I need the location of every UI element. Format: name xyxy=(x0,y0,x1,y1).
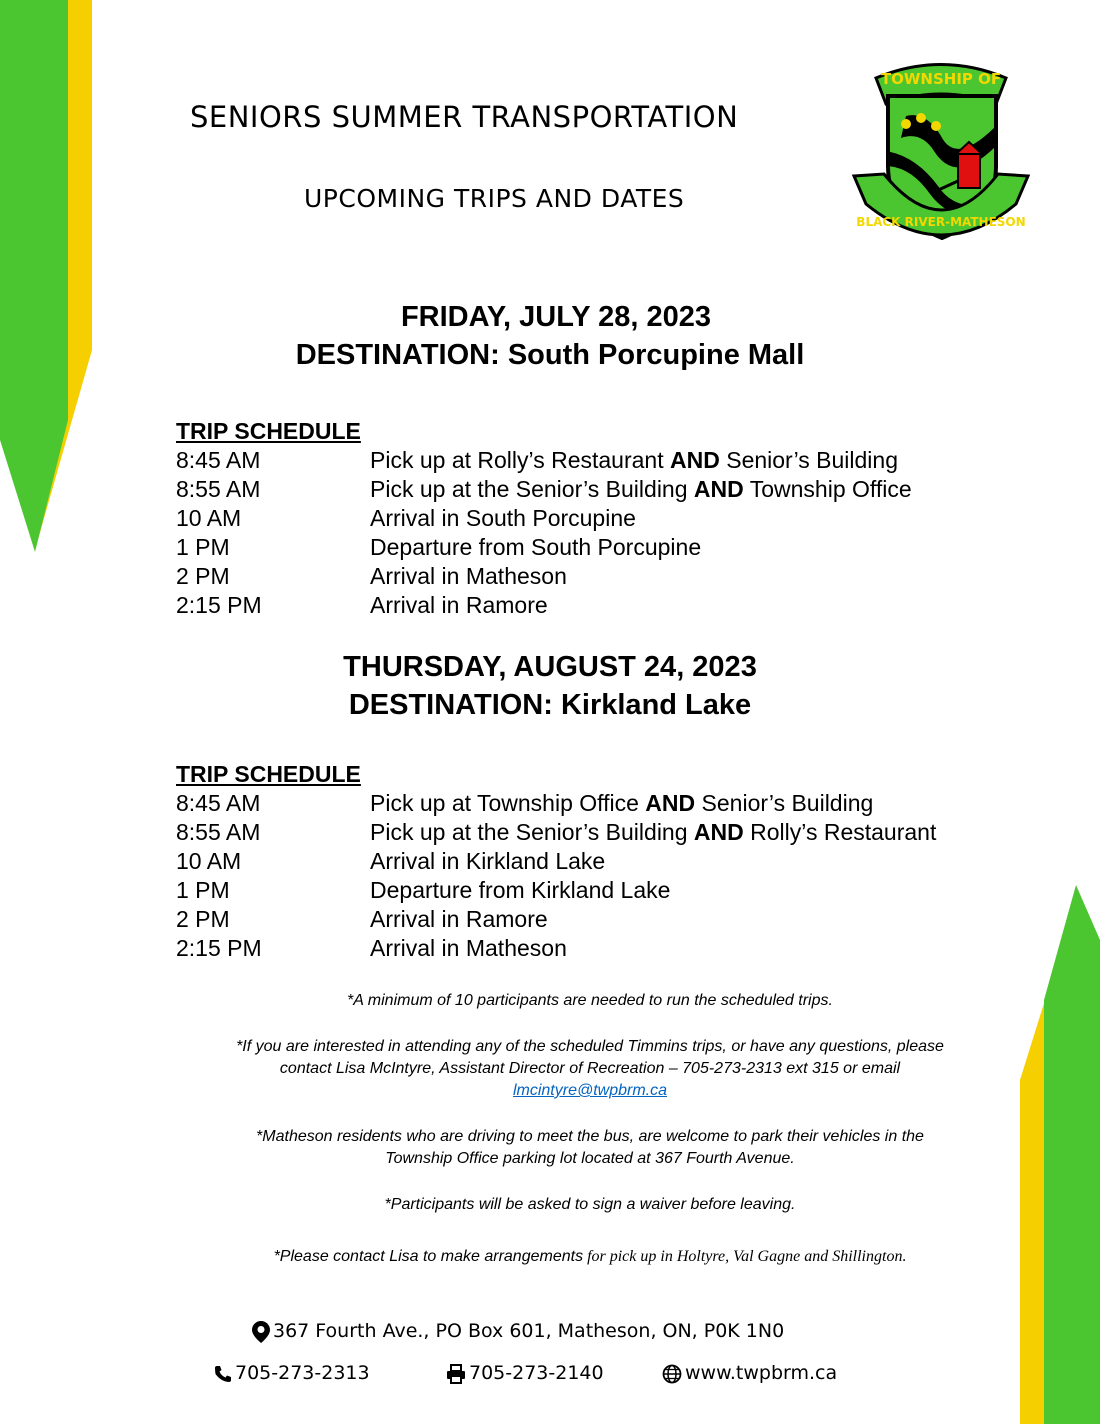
schedule-activity xyxy=(370,789,873,818)
website-link[interactable]: www.twpbrm.ca xyxy=(685,1362,838,1384)
activity-emphasis: AND xyxy=(693,819,744,845)
schedule-time: 10 AM xyxy=(176,848,242,874)
note-minimum: *A minimum of 10 participants are needed to run the scheduled trips. xyxy=(347,992,833,1009)
schedule-time: 2 PM xyxy=(176,906,230,932)
activity-text: Arrival in Matheson xyxy=(370,563,567,589)
schedule-time: 2:15 PM xyxy=(176,935,262,961)
page-title: SENIORS SUMMER TRANSPORTATION xyxy=(190,100,739,134)
schedule-time: 8:45 AM xyxy=(176,447,261,473)
note-arrangements-serif: for pick up in Holtyre, Val Gagne and Shillington. xyxy=(583,1248,907,1265)
right-green-stripe xyxy=(1044,885,1100,1424)
schedule-time: 1 PM xyxy=(176,534,230,560)
note-contact xyxy=(150,1036,1030,1102)
note-arrangements xyxy=(150,1246,1030,1268)
schedule-activity xyxy=(370,591,548,620)
phone-icon xyxy=(214,1365,232,1383)
schedule-time: 2:15 PM xyxy=(176,592,262,618)
township-crest-logo xyxy=(846,56,1036,246)
schedule-time: 2 PM xyxy=(176,563,230,589)
activity-text: Pick up at Rolly’s Restaurant xyxy=(370,447,670,473)
schedule-activity xyxy=(370,504,636,533)
trip-1-destination: DESTINATION: South Porcupine Mall xyxy=(295,339,805,371)
page-subtitle: UPCOMING TRIPS AND DATES xyxy=(304,184,685,213)
fax-text: 705-273-2140 xyxy=(469,1362,604,1384)
address-text: 367 Fourth Ave., PO Box 601, Matheson, ON, P0K 1N0 xyxy=(273,1320,785,1342)
activity-text-end: Senior’s Building xyxy=(719,447,898,473)
activity-emphasis: AND xyxy=(670,447,720,473)
contact-email-link[interactable]: lmcintyre@twpbrm.ca xyxy=(512,1082,668,1099)
activity-text: Arrival in Ramore xyxy=(370,592,548,618)
schedule-time: 8:55 AM xyxy=(176,476,261,502)
schedule-activity xyxy=(370,934,567,963)
activity-text: Departure from Kirkland Lake xyxy=(370,877,671,903)
schedule-activity xyxy=(370,475,912,504)
activity-emphasis: AND xyxy=(645,790,696,816)
activity-text: Pick up at Township Office xyxy=(370,790,646,816)
note-contact-line2: contact Lisa McIntyre, Assistant Director of Recreation – 705-273-2313 ext 315 or email xyxy=(279,1060,901,1077)
logo-bottom-text: BLACK RIVER-MATHESON xyxy=(856,215,1026,229)
schedule-time: 8:55 AM xyxy=(176,819,261,845)
note-arrangements-italic: *Please contact Lisa to make arrangements xyxy=(273,1248,584,1265)
activity-text: Arrival in Kirkland Lake xyxy=(370,848,606,874)
fax-icon xyxy=(446,1364,466,1384)
footer-fax xyxy=(446,1362,604,1384)
schedule-time: 8:45 AM xyxy=(176,790,261,816)
activity-text: Arrival in Ramore xyxy=(370,906,548,932)
trip-1-schedule-title: TRIP SCHEDULE xyxy=(176,418,361,444)
activity-text: Arrival in Matheson xyxy=(370,935,567,961)
trip-2-heading xyxy=(0,648,1100,724)
trip-2-schedule-title: TRIP SCHEDULE xyxy=(176,761,361,787)
trip-1-date: FRIDAY, JULY 28, 2023 xyxy=(400,301,712,333)
schedule-activity xyxy=(370,533,701,562)
activity-text: Departure from South Porcupine xyxy=(370,534,702,560)
activity-text-end: Rolly’s Restaurant xyxy=(743,819,937,845)
schedule-activity xyxy=(370,905,548,934)
note-waiver: *Participants will be asked to sign a waiver before leaving. xyxy=(384,1196,796,1213)
trip-1-heading xyxy=(0,298,1100,374)
trip-2-destination: DESTINATION: Kirkland Lake xyxy=(348,689,752,721)
footer-website xyxy=(662,1362,837,1384)
activity-text: Pick up at the Senior’s Building xyxy=(370,819,694,845)
schedule-activity xyxy=(370,562,567,591)
note-parking xyxy=(150,1126,1030,1170)
footer-phone xyxy=(214,1362,370,1384)
globe-icon xyxy=(662,1364,682,1384)
note-parking-line2: Township Office parking lot located at 367 Fourth Avenue. xyxy=(385,1150,795,1167)
location-pin-icon xyxy=(252,1321,270,1343)
activity-emphasis: AND xyxy=(693,476,744,502)
logo-top-text: TOWNSHIP OF xyxy=(880,70,1002,88)
schedule-activity xyxy=(370,446,898,475)
notes-section xyxy=(150,990,1030,1292)
phone-text: 705-273-2313 xyxy=(235,1362,370,1384)
schedule-time: 10 AM xyxy=(176,505,242,531)
activity-text-end: Township Office xyxy=(743,476,912,502)
schedule-activity xyxy=(370,876,670,905)
activity-text: Arrival in South Porcupine xyxy=(370,505,636,531)
note-contact-line1: *If you are interested in attending any of the scheduled Timmins trips, or have any questions, please xyxy=(236,1038,944,1055)
activity-text: Pick up at the Senior’s Building xyxy=(370,476,694,502)
trip-2-date: THURSDAY, AUGUST 24, 2023 xyxy=(343,651,757,683)
schedule-activity xyxy=(370,818,936,847)
activity-text-end: Senior’s Building xyxy=(695,790,874,816)
schedule-time: 1 PM xyxy=(176,877,230,903)
schedule-activity xyxy=(370,847,605,876)
footer-address xyxy=(252,1320,784,1343)
note-parking-line1: *Matheson residents who are driving to meet the bus, are welcome to park their vehicles in the xyxy=(256,1128,924,1145)
